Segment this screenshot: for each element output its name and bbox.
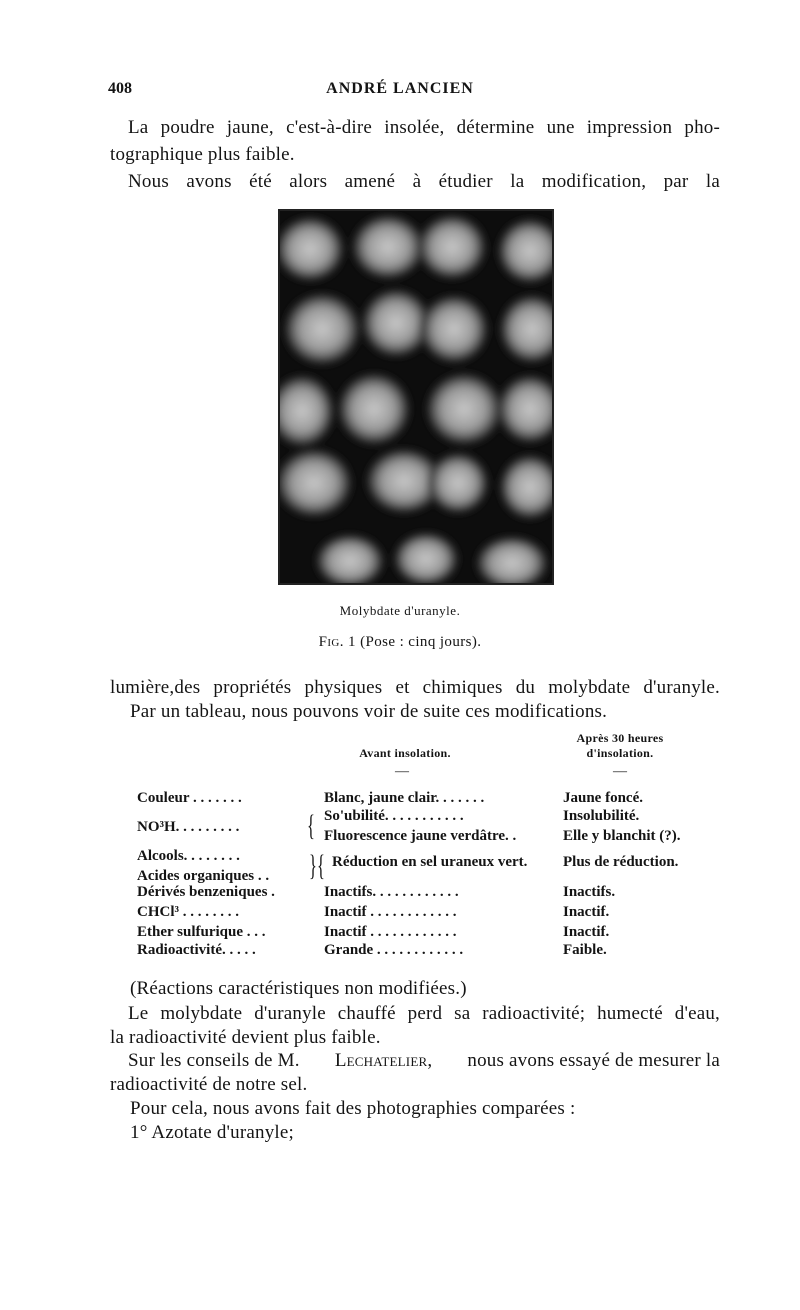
row-before: Inactifs. . . . . . . . . . . . bbox=[324, 884, 459, 900]
table-header-after-1: Après 30 heures bbox=[576, 731, 664, 745]
closing-line-4-post: nous avons essayé de mesurer la bbox=[467, 1050, 720, 1071]
row-after: Plus de réduction. bbox=[563, 854, 679, 870]
table-row bbox=[137, 808, 737, 848]
closing-line-6: Pour cela, nous avons fait des photographies comparées : bbox=[130, 1098, 576, 1119]
row-label: Alcools. . . . . . . . bbox=[137, 848, 240, 864]
table-header-before: Avant insolation. bbox=[359, 746, 451, 760]
closing-line-1: (Réactions caractéristiques non modifiées.) bbox=[130, 978, 467, 999]
photograph-plate bbox=[280, 211, 552, 583]
table-row bbox=[137, 942, 737, 962]
row-before-2: Fluorescence jaune verdâtre. . bbox=[324, 828, 517, 844]
table-header-dash-after: — bbox=[613, 764, 627, 779]
row-after: Faible. bbox=[563, 942, 607, 958]
closing-line-4-pre: Sur les conseils de M. bbox=[128, 1050, 300, 1071]
table-header-dash-before: — bbox=[395, 764, 409, 779]
figure-caption bbox=[0, 634, 800, 651]
row-label: CHCl³ . . . . . . . . bbox=[137, 904, 239, 920]
intro-line-1: La poudre jaune, c'est-à-dire insolée, détermine une impression pho- bbox=[128, 117, 720, 138]
table-row bbox=[137, 790, 737, 810]
row-before: So'ubilité. . . . . . . . . . . bbox=[324, 808, 464, 824]
row-before: Inactif . . . . . . . . . . . . bbox=[324, 924, 457, 940]
page-number: 408 bbox=[108, 80, 132, 97]
row-label: Ether sulfurique . . . bbox=[137, 924, 266, 940]
brace-glyph: } bbox=[309, 849, 317, 882]
row-after: Inactif. bbox=[563, 904, 610, 920]
row-label: Dérivés benzeniques . bbox=[137, 884, 275, 900]
figure-caption-pose: (Pose : cinq jours). bbox=[360, 634, 482, 650]
middle-line-1: lumière,des propriétés physiques et chimiques du molybdate d'uranyle. bbox=[110, 677, 720, 698]
row-after: Insolubilité. bbox=[563, 808, 640, 824]
exposure-spot bbox=[426, 451, 490, 515]
exposure-spot bbox=[336, 371, 412, 447]
intro-line-3: Nous avons été alors amené à étudier la modification, par la bbox=[128, 171, 720, 192]
table-row bbox=[137, 904, 737, 924]
row-label-2: Acides organiques . . bbox=[137, 868, 270, 884]
row-after: Inactifs. bbox=[563, 884, 616, 900]
row-label: Radioactivité. . . . . bbox=[137, 942, 256, 958]
row-label: Couleur . . . . . . . bbox=[137, 790, 242, 806]
brace-glyph: { bbox=[307, 809, 315, 842]
row-before: Grande . . . . . . . . . . . . bbox=[324, 942, 464, 958]
table-row bbox=[137, 884, 737, 904]
exposure-spot bbox=[418, 293, 490, 365]
table-header-after-2: d'insolation. bbox=[586, 746, 654, 760]
closing-line-5: radioactivité de notre sel. bbox=[110, 1074, 308, 1095]
intro-line-2: tographique plus faible. bbox=[110, 144, 295, 165]
table-row bbox=[137, 924, 737, 944]
exposure-spot bbox=[282, 291, 362, 367]
figure-caption-name: Molybdate d'uranyle. bbox=[339, 603, 461, 618]
row-after: Jaune foncé. bbox=[563, 790, 643, 806]
row-before: Inactif . . . . . . . . . . . . bbox=[324, 904, 457, 920]
closing-line-3: la radioactivité devient plus faible. bbox=[110, 1027, 381, 1048]
closing-line-4 bbox=[128, 1047, 720, 1074]
author-name-lechatelier: Lechatelier, bbox=[334, 1050, 433, 1071]
brace-glyph: { bbox=[317, 849, 325, 882]
closing-line-7: 1° Azotate d'uranyle; bbox=[130, 1122, 295, 1143]
running-title: ANDRÉ LANCIEN bbox=[326, 80, 474, 97]
exposure-spot bbox=[424, 371, 504, 447]
closing-line-2: Le molybdate d'uranyle chauffé perd sa radioactivité; humecté d'eau, bbox=[128, 1003, 720, 1024]
row-before: Réduction en sel uraneux vert. bbox=[332, 854, 528, 870]
table-row bbox=[137, 848, 737, 888]
row-before: Blanc, jaune clair. . . . . . . bbox=[324, 790, 485, 806]
middle-line-2: Par un tableau, nous pouvons voir de suite ces modifications. bbox=[130, 701, 608, 722]
exposure-spot bbox=[350, 213, 426, 281]
photograph-figure bbox=[278, 209, 554, 585]
figure-caption-number: Fig. 1 bbox=[318, 634, 356, 650]
row-after-2: Elle y blanchit (?). bbox=[563, 828, 681, 844]
row-label: NO³H. . . . . . . . . bbox=[137, 819, 240, 835]
row-after: Inactif. bbox=[563, 924, 610, 940]
exposure-spot bbox=[416, 213, 488, 281]
